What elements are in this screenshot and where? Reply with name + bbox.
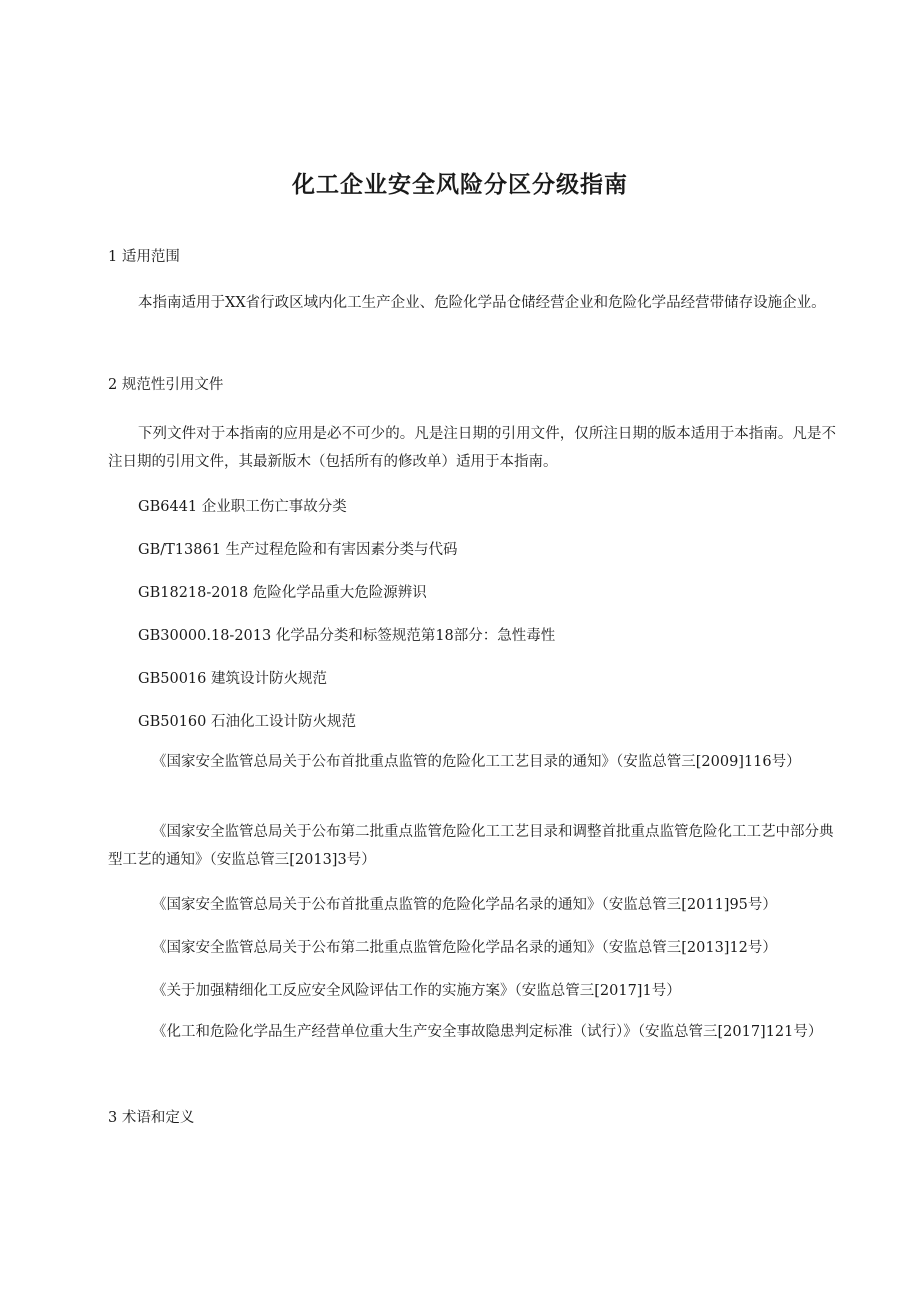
standard-reference: GB30000.18-2013 化学品分类和标签规范第18部分：急性毒性 xyxy=(138,628,556,644)
section-heading-scope: 1 适用范围 xyxy=(108,249,180,265)
standard-reference: GB50016 建筑设计防火规范 xyxy=(138,671,327,687)
standard-reference: GB6441 企业职工伤亡事故分类 xyxy=(138,499,347,515)
section-heading-terms-definitions: 3 术语和定义 xyxy=(108,1110,195,1126)
notice-reference: 《国家安全监管总局关于公布第二批重点监管危险化学品名录的通知》（安监总管三[2013]12号） xyxy=(152,940,777,956)
standard-reference: GB50160 石油化工设计防火规范 xyxy=(138,714,356,730)
notice-reference: 《化工和危险化学品生产经营单位重大生产安全事故隐患判定标准（试行）》（安监总管三[2017]121号） xyxy=(152,1024,823,1040)
standard-reference: GB18218-2018 危险化学品重大危险源辨识 xyxy=(138,585,427,601)
section-heading-normative-references: 2 规范性引用文件 xyxy=(108,377,224,393)
scope-paragraph: 本指南适用于XX省行政区域内化工生产企业、危险化学品仓储经营企业和危险化学品经营带储存设施企业。 xyxy=(138,295,826,311)
standard-reference: GB/T13861 生产过程危险和有害因素分类与代码 xyxy=(138,542,458,558)
notice-reference: 《国家安全监管总局关于公布首批重点监管的危险化学品名录的通知》（安监总管三[2011]95号） xyxy=(152,897,777,913)
references-intro-paragraph: 下列文件对于本指南的应用是必不可少的。凡是注日期的引用文件，仅所注日期的版本适用于本指南。凡是不注日期的引用文件，其最新版木（包括所有的修改单）适用于本指南。 xyxy=(108,426,836,470)
notice-reference: 《国家安全监管总局关于公布首批重点监管的危险化工工艺目录的通知》（安监总管三[2009]116号） xyxy=(152,754,801,770)
notice-reference: 《关于加强精细化工反应安全风险评估工作的实施方案》（安监总管三[2017]1号） xyxy=(152,983,681,999)
document-title: 化工企业安全风险分区分级指南 xyxy=(292,172,628,198)
notice-reference: 《国家安全监管总局关于公布第二批重点监管危险化工工艺目录和调整首批重点监管危险化工工艺中部分典型工艺的通知》（安监总管三[2013]3号） xyxy=(108,824,834,868)
